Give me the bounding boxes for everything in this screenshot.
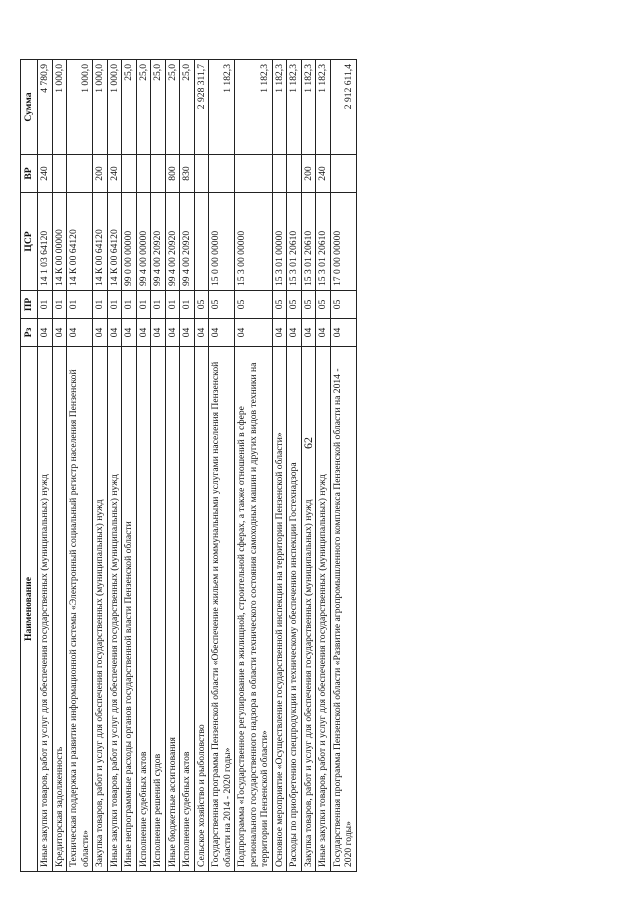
cell-rz: 04 (272, 319, 287, 347)
header-pr: ПР (21, 291, 38, 319)
cell-name: Закупка товаров, работ и услуг для обеспечения государственных (муниципальных) нужд (93, 347, 108, 872)
cell-name: Иные закупки товаров, работ и услуг для обеспечения государственных (муниципальных) нужд (107, 347, 122, 872)
cell-pr: 05 (287, 291, 302, 319)
cell-sum: 2 912 611,4 (330, 60, 356, 155)
cell-vr: 200 (93, 155, 108, 193)
cell-csr: 14 К 00 64120 (93, 193, 108, 291)
cell-name: Кредиторская задолженность (52, 347, 67, 872)
cell-rz: 04 (301, 319, 316, 347)
cell-name: Закупка товаров, работ и услуг для обеспечения государственных (муниципальных) нужд (301, 347, 316, 872)
cell-csr: 99 4 00 20920 (151, 193, 166, 291)
budget-table (20, 59, 357, 872)
cell-csr: 15 3 01 20610 (316, 193, 331, 291)
cell-rz: 04 (209, 319, 235, 347)
table-row (165, 60, 180, 872)
cell-csr: 14 К 00 64120 (67, 193, 93, 291)
cell-name: Иные бюджетные ассигнования (165, 347, 180, 872)
cell-rz: 04 (194, 319, 209, 347)
cell-vr (151, 155, 166, 193)
cell-sum: 1 182,3 (316, 60, 331, 155)
table-row (316, 60, 331, 872)
cell-rz: 04 (52, 319, 67, 347)
header-name: Наименование (21, 347, 38, 872)
cell-rz: 04 (235, 319, 273, 347)
cell-rz: 04 (107, 319, 122, 347)
cell-sum: 25,0 (165, 60, 180, 155)
cell-vr: 240 (38, 155, 53, 193)
header-rz: Рз (21, 319, 38, 347)
cell-vr (194, 155, 209, 193)
cell-sum: 1 182,3 (272, 60, 287, 155)
table-row (330, 60, 356, 872)
cell-vr (287, 155, 302, 193)
cell-csr: 14 1 03 64120 (38, 193, 53, 291)
cell-vr (52, 155, 67, 193)
cell-pr: 05 (235, 291, 273, 319)
table-row (67, 60, 93, 872)
cell-name: Иные закупки товаров, работ и услуг для обеспечения государственных (муниципальных) нужд (316, 347, 331, 872)
cell-csr: 99 4 00 00000 (136, 193, 151, 291)
table-header-row (21, 60, 38, 872)
table-row (38, 60, 53, 872)
cell-name: Подпрограмма «Государственное регулирование в жилищной, строительной сферах, а также отношений в сфере регионального государственного надзора в области технического состояния самоходных машин и других видов техники на территории Пензенской области» (235, 347, 273, 872)
cell-csr: 17 0 00 00000 (330, 193, 356, 291)
cell-vr (330, 155, 356, 193)
table-row (107, 60, 122, 872)
header-vr: ВР (21, 155, 38, 193)
table-row (122, 60, 137, 872)
cell-pr: 01 (165, 291, 180, 319)
header-sum: Сумма (21, 60, 38, 155)
cell-sum: 1 182,3 (209, 60, 235, 155)
table-row (194, 60, 209, 872)
table-row (287, 60, 302, 872)
cell-name: Техническая поддержка и развитие информационной системы «Электронный социальный регистр населения Пензенской области» (67, 347, 93, 872)
cell-pr: 01 (52, 291, 67, 319)
cell-name: Государственная программа Пензенской области «Развитие агропромышленного комплекса Пензенской области на 2014 - 2020 годы» (330, 347, 356, 872)
cell-pr: 05 (316, 291, 331, 319)
cell-name: Сельское хозяйство и рыболовство (194, 347, 209, 872)
cell-pr: 05 (209, 291, 235, 319)
table-row (136, 60, 151, 872)
cell-name: Исполнение решений судов (151, 347, 166, 872)
cell-rz: 04 (38, 319, 53, 347)
cell-pr: 01 (38, 291, 53, 319)
page-number: 62 (301, 437, 315, 449)
table-row (180, 60, 195, 872)
cell-name: Расходы по приобретению спецпродукции и техническому обеспечению инспекции Гостехнадзора (287, 347, 302, 872)
cell-csr: 15 3 00 00000 (235, 193, 273, 291)
cell-sum: 25,0 (151, 60, 166, 155)
cell-vr (67, 155, 93, 193)
cell-rz: 04 (287, 319, 302, 347)
cell-name: Иные непрограммные расходы органов государственной власти Пензенской области (122, 347, 137, 872)
cell-vr (272, 155, 287, 193)
cell-name: Иные закупки товаров, работ и услуг для обеспечения государственных (муниципальных) нужд (38, 347, 53, 872)
cell-csr: 99 0 00 00000 (122, 193, 137, 291)
header-csr: ЦСР (21, 193, 38, 291)
cell-vr: 800 (165, 155, 180, 193)
cell-csr: 15 3 01 00000 (272, 193, 287, 291)
cell-vr (235, 155, 273, 193)
cell-sum: 1 000,0 (52, 60, 67, 155)
cell-sum: 25,0 (180, 60, 195, 155)
table-row (151, 60, 166, 872)
cell-sum: 4 780,9 (38, 60, 53, 155)
table-row (272, 60, 287, 872)
cell-csr: 15 0 00 00000 (209, 193, 235, 291)
cell-vr (122, 155, 137, 193)
cell-csr: 14 К 00 64120 (107, 193, 122, 291)
cell-rz: 04 (151, 319, 166, 347)
cell-pr: 05 (330, 291, 356, 319)
cell-vr: 240 (316, 155, 331, 193)
table-row (93, 60, 108, 872)
cell-sum: 1 000,0 (107, 60, 122, 155)
cell-csr: 99 4 00 20920 (180, 193, 195, 291)
table-row (52, 60, 67, 872)
cell-vr (209, 155, 235, 193)
cell-rz: 04 (122, 319, 137, 347)
cell-sum: 2 928 311,7 (194, 60, 209, 155)
cell-rz: 04 (180, 319, 195, 347)
budget-table-rotated (20, 60, 530, 872)
cell-sum: 25,0 (122, 60, 137, 155)
cell-rz: 04 (316, 319, 331, 347)
cell-sum: 1 000,0 (67, 60, 93, 155)
cell-sum: 1 182,3 (287, 60, 302, 155)
cell-csr (194, 193, 209, 291)
cell-sum: 1 182,3 (235, 60, 273, 155)
cell-pr: 01 (122, 291, 137, 319)
cell-pr: 05 (272, 291, 287, 319)
table-row (209, 60, 235, 872)
cell-csr: 15 3 01 20610 (301, 193, 316, 291)
cell-sum: 1 000,0 (93, 60, 108, 155)
table-row (301, 60, 316, 872)
cell-vr: 830 (180, 155, 195, 193)
cell-name: Исполнение судебных актов (180, 347, 195, 872)
cell-vr: 200 (301, 155, 316, 193)
cell-sum: 25,0 (136, 60, 151, 155)
cell-csr: 99 4 00 20920 (165, 193, 180, 291)
cell-rz: 04 (330, 319, 356, 347)
cell-pr: 01 (107, 291, 122, 319)
cell-name: Основное мероприятие «Осуществление государственной инспекции на территории Пензенской области» (272, 347, 287, 872)
cell-pr: 01 (151, 291, 166, 319)
cell-sum: 1 182,3 (301, 60, 316, 155)
cell-csr: 15 3 01 20610 (287, 193, 302, 291)
cell-name: Государственная программа Пензенской области «Обеспечение жильем и коммунальными услугами населения Пензенской области на 2014 - 2020 годы» (209, 347, 235, 872)
cell-rz: 04 (67, 319, 93, 347)
cell-pr: 01 (93, 291, 108, 319)
cell-vr (136, 155, 151, 193)
cell-name: Исполнение судебных актов (136, 347, 151, 872)
table-row (235, 60, 273, 872)
cell-rz: 04 (165, 319, 180, 347)
cell-pr: 01 (67, 291, 93, 319)
cell-pr: 01 (136, 291, 151, 319)
cell-csr: 14 К 00 00000 (52, 193, 67, 291)
cell-rz: 04 (136, 319, 151, 347)
cell-pr: 05 (194, 291, 209, 319)
cell-vr: 240 (107, 155, 122, 193)
cell-pr: 01 (180, 291, 195, 319)
cell-rz: 04 (93, 319, 108, 347)
cell-pr: 05 (301, 291, 316, 319)
